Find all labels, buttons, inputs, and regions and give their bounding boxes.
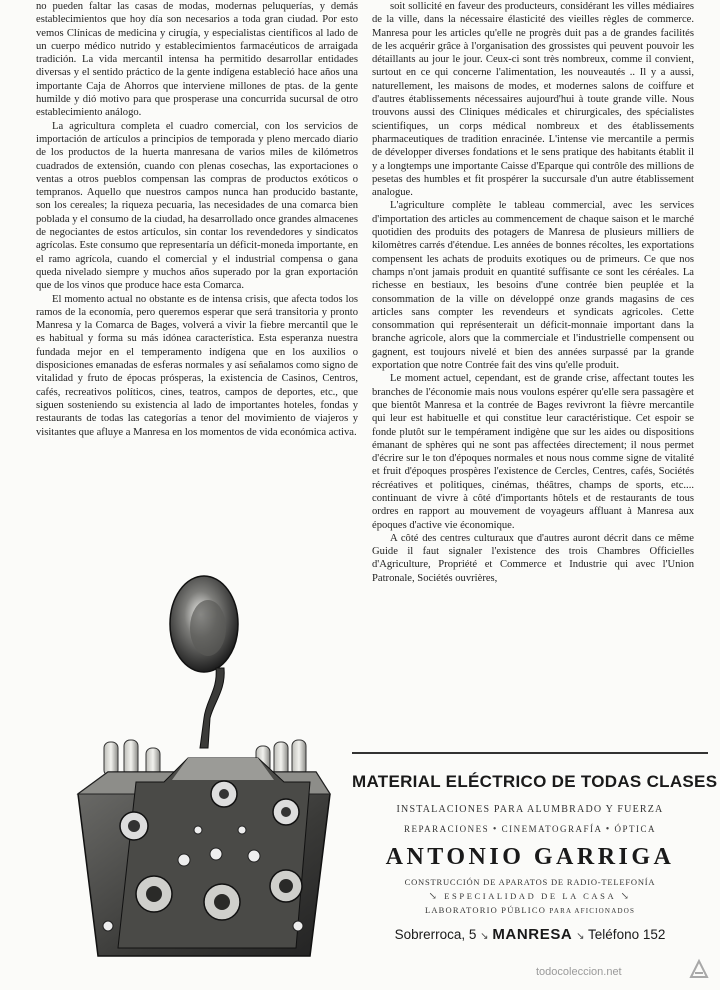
ad-lab-suffix: PARA AFICIONADOS: [549, 907, 636, 915]
bullet-separator: •: [605, 824, 611, 835]
horn-speaker: [170, 576, 238, 748]
ad-services: INSTALACIONES PARA ALUMBRADO Y FUERZA: [396, 804, 664, 815]
ad-lab: [352, 905, 708, 915]
watermark-logo-icon: [688, 958, 710, 980]
right-text-column: [372, 0, 694, 585]
radio-receiver-image: [48, 572, 348, 962]
left-text-column: [36, 0, 358, 439]
advertisement: [352, 752, 718, 950]
watermark: todocoleccion.net: [536, 966, 622, 978]
ad-address-row: [352, 926, 708, 943]
ad-extras: [352, 824, 708, 835]
right-paragraph: L'agriculture complète le tableau commercial, avec les services d'importation des articles au commencement de chaque saison et le marché quotidien des produits des potagers de Manresa de plusieurs milliers de kilomètres carrés d'étendue. Les années de bonnes récoltes, les exportations compensent les achats de produits exotiques ou de primeurs. Ce que nos champs n'ont jamais produit en quantité suffisante ce sont les céréales. La richesse en bestiaux, les besoins d'une contrée bien peuplée et la consommation de la ville on développé onze grands magasins de ces articles sans compter les revendeurs et syndicats agricoles. Cette consommation qui représenterait un déficit-monnaie important dans la branche agricole, alors que la commerciale et l'industrielle compensent ou gagnent, est toujours nivelé et bien des années surpassé par la grande exportation que notre Contrée fait des vins qu'elle produit.: [372, 200, 694, 372]
ad-extra-item: REPARACIONES: [403, 824, 490, 834]
right-paragraph: A côté des centres culturaux que d'autres auront décrit dans ce même Guide il faut signaler l'existence des trois Chambres Officielles d'Agriculture, Propriété et Commerce et Industrie qui avec l'Union Patronale, Sociétés ouvrières,: [372, 532, 694, 584]
ad-specialty: [352, 891, 708, 902]
ad-headline: MATERIAL ELÉCTRICO DE TODAS CLASES: [352, 772, 718, 791]
ad-extra-item: CINEMATOGRAFÍA: [501, 824, 602, 834]
arrow-ornament-icon: ↘: [576, 931, 585, 942]
left-paragraph: La agricultura completa el cuadro comercial, con los servicios de importación de artículos a principios de temporada y pleno mercado diario de los productos de la huerta manresana de varios miles de kilómetros cuadrados de extensión, cuando con plenas cosechas, las exportaciones o ventas a otros pueblos compensan las compras de productos exóticos o tempranos. Aquello que nuestros campos nunca han producido bastante, son los cereales; la riqueza pecuaria, las necesidades de una comarca bien poblada y el consumo de la ciudad, ha desarrollado once grandes almacenes de negociantes de estos artículos, sin contar los revendedores y sindicatos agrícolas. Este consumo que representaría un déficit-moneda importante, en el ramo agrícola, cuando el comercial y el industrial compensa o gana queda nivelado siempre y muchos años superado por la gran exportación que de los vinos que produce hace esta Comarca.: [36, 120, 358, 292]
ad-company-name: ANTONIO GARRIGA: [385, 844, 675, 870]
ad-lab-main: LABORATORIO PÚBLICO: [424, 905, 547, 915]
radio-cabinet: [78, 758, 330, 956]
ad-phone: Teléfono 152: [588, 927, 666, 942]
arrow-ornament-icon: ↘: [428, 891, 440, 902]
right-paragraph: Le moment actuel, cependant, est de grande crise, affectant toutes les branches de l'économie mais nous voulons espérer qu'elle sera passagère et que bientôt Manresa et la contrée de Bages revivront la fièvre mercantile qui leur est habituelle et qui constitue leur caractéristique. Cet espoir se fonde plutôt sur le tempérament indigène que sur les aides ou dispositions émanant de sphères qui ne sont pas affectées directement; il nous permet d'écrire sur le ton d'époques normales et nous nous comme signe de vitalité et fruit d'époques prospères l'existence de Cercles, Centres, cafés, Sociétés récréatives et politiques, cinémas, théâtres, champs de sports, etc.... continuant de vivre à côté d'importants hôtels et de restaurants de tous ordres en rapport au mouvement de voyageurs affluant à Manresa aux époques d'active vie économique.: [372, 373, 694, 531]
bullet-separator: •: [492, 824, 498, 835]
left-paragraph: El momento actual no obstante es de intensa crisis, que afecta todos los ramos de la economía, pero queremos esperar que será transitoria y pronto Manresa y la Comarca de Bages, volverá a vivir la fiebre mercantil que le es habitual y forma su más idónea característica. Esta esperanza nuestra fundada mejor en el temperamento indígena que en los auxilios o disposiciones emanadas de esferas normales y así señalamos como signo de vitalidad y fruto de épocas prósperas, la existencia de Casinos, Centros, cafés, recreativos políticos, cines, teatros, campos de deportes, etc., que siguen sosteniendo su existencia al lado de importantes hoteles, fondas y restaurants de todas las categorías a tenor del movimiento de viajeros y visitantes que afluye a Manresa en los momentos de vida económica activa.: [36, 293, 358, 438]
ad-city: MANRESA: [492, 926, 573, 943]
ad-address: Sobrerroca, 5: [394, 927, 477, 942]
ad-specialty-text: ESPECIALIDAD DE LA CASA: [444, 891, 616, 901]
arrow-ornament-icon: ↘: [480, 931, 489, 942]
ad-extra-item: ÓPTICA: [614, 824, 657, 834]
arrow-ornament-icon: ↘: [620, 891, 632, 902]
ad-construction: CONSTRUCCIÓN DE APARATOS DE RADIO-TELEFONÍA: [404, 877, 656, 887]
left-paragraph: no pueden faltar las casas de modas, modernas peluquerías, y demás establecimientos que hoy día son necesarios a toda gran ciudad. Por esto vemos Clínicas de medicina y cirugía, y especialistas científicos al lado de un cuerpo médico nutrido y establecimientos farmacéuticos de arraigada tradición. La vida mercantil intensa ha permitido desarrollar entidades diversas y el sentido práctico de la gente indígena estableció hace años una importante Caja de Ahorros que interviene millones de ptas. de la gente humilde y dió motivo para que prosperase una concurrida sucursal de otro establecimiento análogo.: [36, 1, 358, 119]
right-paragraph: soit sollicité en faveur des producteurs, considérant les villes médiaires de la ville, dans la nécessaire élasticité des vieilles règles de commerce. Manresa pour les articles qu'elle ne progrès duit pas a de grandes facilités de les acquérir grâce à l'organisation des grossistes qui peuvent pouvoir les détaillants au jour le jour. Ceux-ci sont très nombreux, comme il convient, surtout en ce qui concerne l'alimentation, les nouveautés .. Il y a aussi, naturellement, les maisons de modes, et modernes salons de coiffure et d'autres établissements nécessaires aujourd'hui à toute grande ville. Nous trouvons aussi des Cliniques médicales et chirurgicales, des spécialistes scientifiques, un corps médical nombreux et des établissements pharmaceutiques de tradition enracinée. L'intense vie mercantile a permis de développer diverses fondations et le sens pratique des habitants établit il y a longtemps une importante Caisse d'Eparque qui contrôle des millions de pesetas des humbles et fit prospérer la succursale d'un autre établissement analogue.: [372, 1, 694, 199]
